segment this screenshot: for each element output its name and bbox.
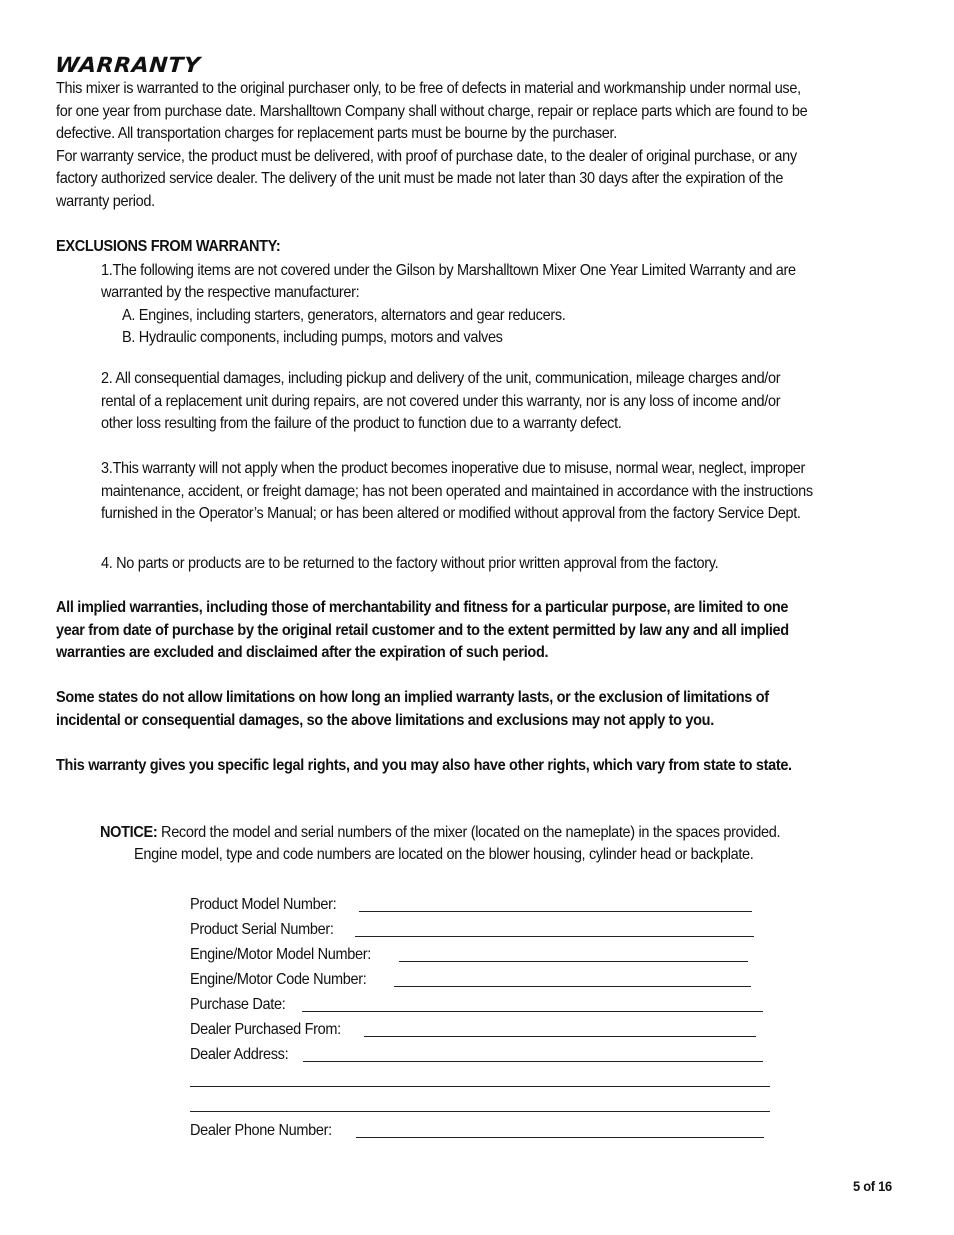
intro-line-6: warranty period. (56, 193, 155, 210)
purchase-date-field[interactable] (302, 1011, 763, 1012)
intro-line-5: factory authorized service dealer. The delivery of the unit must be made not later than 30 days after the expiration of the (56, 170, 784, 187)
exclusion-item-4: 4. No parts or products are to be returned to the factory without prior written approval from the factory. (101, 555, 719, 572)
engine-code-field[interactable] (394, 986, 751, 987)
intro-line-1: This mixer is warranted to the original purchaser only, to be free of defects in material and workmanship under normal use, (56, 80, 801, 97)
intro-line-3: defective. All transportation charges for replacement parts must be bourne by the purchaser. (56, 125, 617, 142)
dealer-address-line-2[interactable] (190, 1086, 770, 1087)
implied-line-1: All implied warranties, including those of merchantability and fitness for a particular purpose, are limited to one (56, 599, 789, 616)
notice-line-2: Engine model, type and code numbers are located on the blower housing, cylinder head or backplate. (134, 846, 754, 863)
notice-label: NOTICE: (100, 824, 158, 841)
dealer-address-line-3[interactable] (190, 1111, 770, 1112)
implied-line-3: warranties are excluded and disclaimed after the expiration of such period. (56, 644, 549, 661)
purchase-date-label: Purchase Date: (190, 996, 286, 1013)
notice-line-1 (100, 822, 780, 845)
engine-model-field[interactable] (399, 961, 748, 962)
exclusion-item-2-line-2: rental of a replacement unit during repairs, are not covered under this warranty, nor is any loss of income and/or (101, 393, 781, 410)
dealer-phone-field[interactable] (356, 1137, 764, 1138)
page-title: WARRANTY (54, 53, 202, 77)
dealer-address-field[interactable] (303, 1061, 763, 1062)
states-line-2: incidental or consequential damages, so the above limitations and exclusions may not apply to you. (56, 712, 714, 729)
exclusion-item-2-line-3: other loss resulting from the failure of the product to function due to a warranty defect. (101, 415, 622, 432)
exclusion-item-3-line-1: 3.This warranty will not apply when the product becomes inoperative due to misuse, normal wear, neglect, improper (101, 460, 806, 477)
dealer-from-field[interactable] (364, 1036, 756, 1037)
product-serial-field[interactable] (355, 936, 754, 937)
intro-line-2: for one year from purchase date. Marshalltown Company shall without charge, repair or replace parts which are found to be (56, 103, 808, 120)
rights-statement: This warranty gives you specific legal rights, and you may also have other rights, which vary from state to state. (56, 757, 792, 774)
exclusion-item-1-line-1: 1.The following items are not covered under the Gilson by Marshalltown Mixer One Year Limited Warranty and are (101, 262, 796, 279)
dealer-address-label: Dealer Address: (190, 1046, 289, 1063)
product-model-label: Product Model Number: (190, 896, 337, 913)
engine-code-label: Engine/Motor Code Number: (190, 971, 367, 988)
exclusion-item-3-line-3: furnished in the Operator’s Manual; or has been altered or modified without approval from the factory Service Dept. (101, 505, 801, 522)
exclusion-item-1-sub-a: A. Engines, including starters, generators, alternators and gear reducers. (122, 307, 566, 324)
intro-line-4: For warranty service, the product must be delivered, with proof of purchase date, to the dealer of original purchase, or any (56, 148, 797, 165)
exclusion-item-1-line-2: warranted by the respective manufacturer: (101, 284, 360, 301)
exclusion-item-2-line-1: 2. All consequential damages, including pickup and delivery of the unit, communication, mileage charges and/or (101, 370, 781, 387)
product-model-field[interactable] (359, 911, 752, 912)
notice-text: Record the model and serial numbers of the mixer (located on the nameplate) in the spaces provided. (157, 824, 781, 841)
product-serial-label: Product Serial Number: (190, 921, 334, 938)
dealer-phone-label: Dealer Phone Number: (190, 1122, 332, 1139)
exclusion-item-1-sub-b: B. Hydraulic components, including pumps, motors and valves (122, 329, 503, 346)
page-number: 5 of 16 (853, 1178, 892, 1194)
dealer-from-label: Dealer Purchased From: (190, 1021, 341, 1038)
engine-model-label: Engine/Motor Model Number: (190, 946, 371, 963)
implied-line-2: year from date of purchase by the original retail customer and to the extent permitted by law any and all implied (56, 622, 789, 639)
exclusions-heading: EXCLUSIONS FROM WARRANTY: (56, 238, 281, 255)
states-line-1: Some states do not allow limitations on how long an implied warranty lasts, or the exclusion of limitations of (56, 689, 769, 706)
exclusion-item-3-line-2: maintenance, accident, or freight damage; has not been operated and maintained in accordance with the instructions (101, 483, 813, 500)
